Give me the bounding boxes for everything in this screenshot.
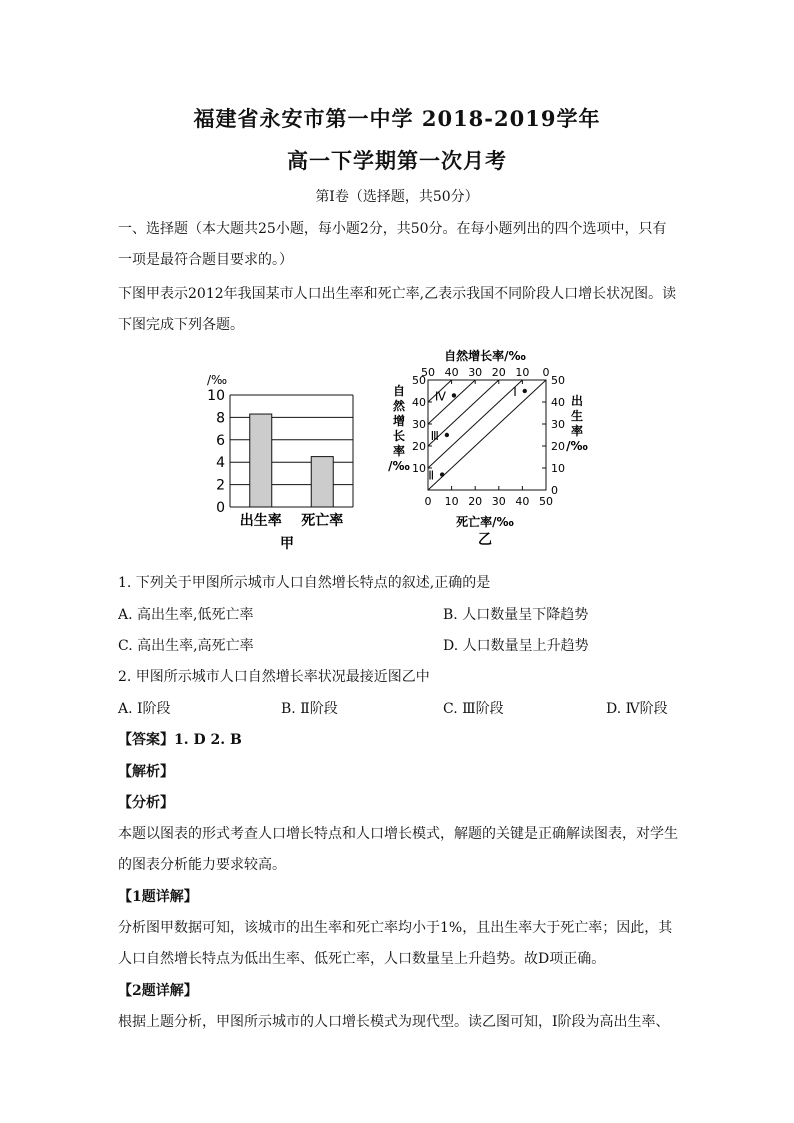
q2-stem: 2. 甲图所示城市人口自然增长率状况最接近图乙中 bbox=[118, 669, 430, 685]
q2-option-d: D. Ⅳ阶段 bbox=[606, 701, 668, 717]
yi-ltick-label: 10 bbox=[412, 462, 426, 475]
jia-ytick-label: 4 bbox=[216, 455, 225, 472]
yi-ltick-label: 50 bbox=[412, 374, 426, 387]
q1-stem: 1. 下列关于甲图所示城市人口自然增长特点的叙述,正确的是 bbox=[118, 575, 491, 591]
q1-option-c: C. 高出生率,高死亡率 bbox=[118, 638, 254, 654]
yi-rtick-label: 30 bbox=[551, 418, 565, 431]
yi-stage-point bbox=[452, 393, 456, 397]
yi-rtick-label: 10 bbox=[551, 462, 565, 475]
yi-stage-label: Ⅳ bbox=[434, 389, 446, 404]
detail1-line1: 分析图甲数据可知，该城市的出生率和死亡率均小于1%，且出生率大于死亡率；因此，其 bbox=[118, 920, 673, 936]
detail1-line2: 人口自然增长特点为低出生率、低死亡率，人口数量呈上升趋势。故D项正确。 bbox=[118, 951, 606, 967]
yi-left-label-char: /‰ bbox=[388, 459, 410, 473]
jia-ytick-label: 2 bbox=[216, 477, 225, 494]
yi-ltick-label: 30 bbox=[412, 418, 426, 431]
yi-stage-point bbox=[523, 389, 527, 393]
yi-ltick-label: 20 bbox=[412, 440, 426, 453]
document-title-line2: 高一下学期第一次月考 bbox=[287, 148, 507, 173]
yi-top-label: 自然增长率/‰ bbox=[444, 349, 526, 363]
yi-right-label-char: 率 bbox=[570, 424, 584, 438]
yi-left-label-char: 增 bbox=[392, 414, 406, 428]
fenxi-heading: 【分析】 bbox=[118, 795, 174, 811]
yi-rtick-label: 40 bbox=[551, 396, 565, 409]
jia-ytick-label: 10 bbox=[207, 388, 225, 404]
yi-xlabel: 死亡率/‰ bbox=[456, 515, 514, 529]
yi-toptick-label: 40 bbox=[444, 366, 459, 379]
yi-left-label-char: 率 bbox=[392, 444, 406, 458]
yi-toptick-label: 20 bbox=[491, 366, 506, 379]
passage-line1: 下图甲表示2012年我国某市人口出生率和死亡率,乙表示我国不同阶段人口增长状况图。读 bbox=[118, 286, 677, 302]
detail1-heading: 【1题详解】 bbox=[118, 889, 198, 905]
jia-bar bbox=[311, 457, 333, 507]
yi-toptick-label: 50 bbox=[421, 366, 435, 379]
q2-option-c: C. Ⅲ阶段 bbox=[443, 701, 504, 717]
yi-right-label-char: 出 bbox=[570, 394, 584, 408]
jia-category-label: 出生率 bbox=[239, 513, 282, 529]
passage-line2: 下图完成下列各题。 bbox=[118, 317, 244, 333]
q2-option-a: A. Ⅰ阶段 bbox=[118, 701, 171, 717]
yi-stage-label: Ⅱ bbox=[428, 468, 435, 483]
chart-jia bbox=[195, 360, 375, 555]
yi-stage-label: Ⅲ bbox=[430, 429, 439, 443]
section-intro-line1: 一、选择题（本大题共25小题，每小题2分，共50分。在每小题列出的四个选项中，只有 bbox=[118, 221, 667, 237]
yi-ltick-label: 40 bbox=[412, 396, 426, 409]
yi-left-label-char: 长 bbox=[392, 429, 406, 443]
jia-ytick-label: 6 bbox=[216, 432, 225, 449]
jiexi-heading: 【解析】 bbox=[118, 764, 174, 780]
jia-bar bbox=[250, 414, 272, 507]
yi-xtick-label: 30 bbox=[491, 495, 506, 508]
jia-ytick-label: 8 bbox=[216, 410, 225, 427]
chart-yi bbox=[385, 345, 590, 550]
answer-line: 【答案】1. D 2. B bbox=[118, 732, 242, 748]
yi-stage-point bbox=[440, 472, 444, 476]
yi-xtick-label: 20 bbox=[468, 495, 483, 508]
yi-toptick-label: 10 bbox=[515, 366, 530, 379]
analysis-line1: 本题以图表的形式考查人口增长特点和人口增长模式，解题的关键是正确解读图表，对学生 bbox=[118, 826, 678, 842]
q1-option-b: B. 人口数量呈下降趋势 bbox=[443, 607, 589, 623]
detail2-heading: 【2题详解】 bbox=[118, 983, 198, 999]
jia-category-label: 死亡率 bbox=[301, 513, 344, 529]
q2-option-b: B. Ⅱ阶段 bbox=[281, 701, 338, 717]
yi-left-label-char: 自 bbox=[392, 384, 406, 398]
q1-option-a: A. 高出生率,低死亡率 bbox=[118, 607, 254, 623]
yi-left-label-char: 然 bbox=[392, 399, 406, 413]
yi-xtick-label: 0 bbox=[424, 495, 432, 508]
yi-rtick-label: 0 bbox=[551, 484, 558, 497]
yi-rtick-label: 20 bbox=[551, 440, 565, 453]
yi-toptick-label: 0 bbox=[542, 366, 550, 379]
jia-title: 甲 bbox=[280, 536, 294, 552]
yi-right-label-char: /‰ bbox=[566, 439, 588, 453]
yi-right-label-char: 生 bbox=[570, 409, 584, 423]
yi-xtick-label: 40 bbox=[515, 495, 530, 508]
detail2-line1: 根据上题分析，甲图所示城市的人口增长模式为现代型。读乙图可知，Ⅰ阶段为高出生率、 bbox=[118, 1014, 670, 1030]
yi-xtick-label: 50 bbox=[539, 495, 553, 508]
yi-toptick-label: 30 bbox=[468, 366, 483, 379]
jia-ytick-label: 0 bbox=[216, 500, 225, 516]
section-subtitle: 第Ⅰ卷（选择题，共50分） bbox=[315, 189, 479, 205]
yi-stage-point bbox=[445, 433, 449, 437]
yi-xtick-label: 10 bbox=[444, 495, 459, 508]
section-intro-line2: 一项是最符合题目要求的。） bbox=[118, 252, 293, 268]
yi-rtick-label: 50 bbox=[551, 374, 565, 387]
q1-option-d: D. 人口数量呈上升趋势 bbox=[443, 638, 589, 654]
yi-title: 乙 bbox=[478, 532, 492, 548]
analysis-line2: 的图表分析能力要求较高。 bbox=[118, 857, 286, 873]
document-title-line1: 福建省永安市第一中学 2018-2019学年 bbox=[193, 106, 601, 131]
yi-stage-label: Ⅰ bbox=[513, 385, 517, 399]
jia-ylabel: /‰ bbox=[207, 373, 228, 387]
